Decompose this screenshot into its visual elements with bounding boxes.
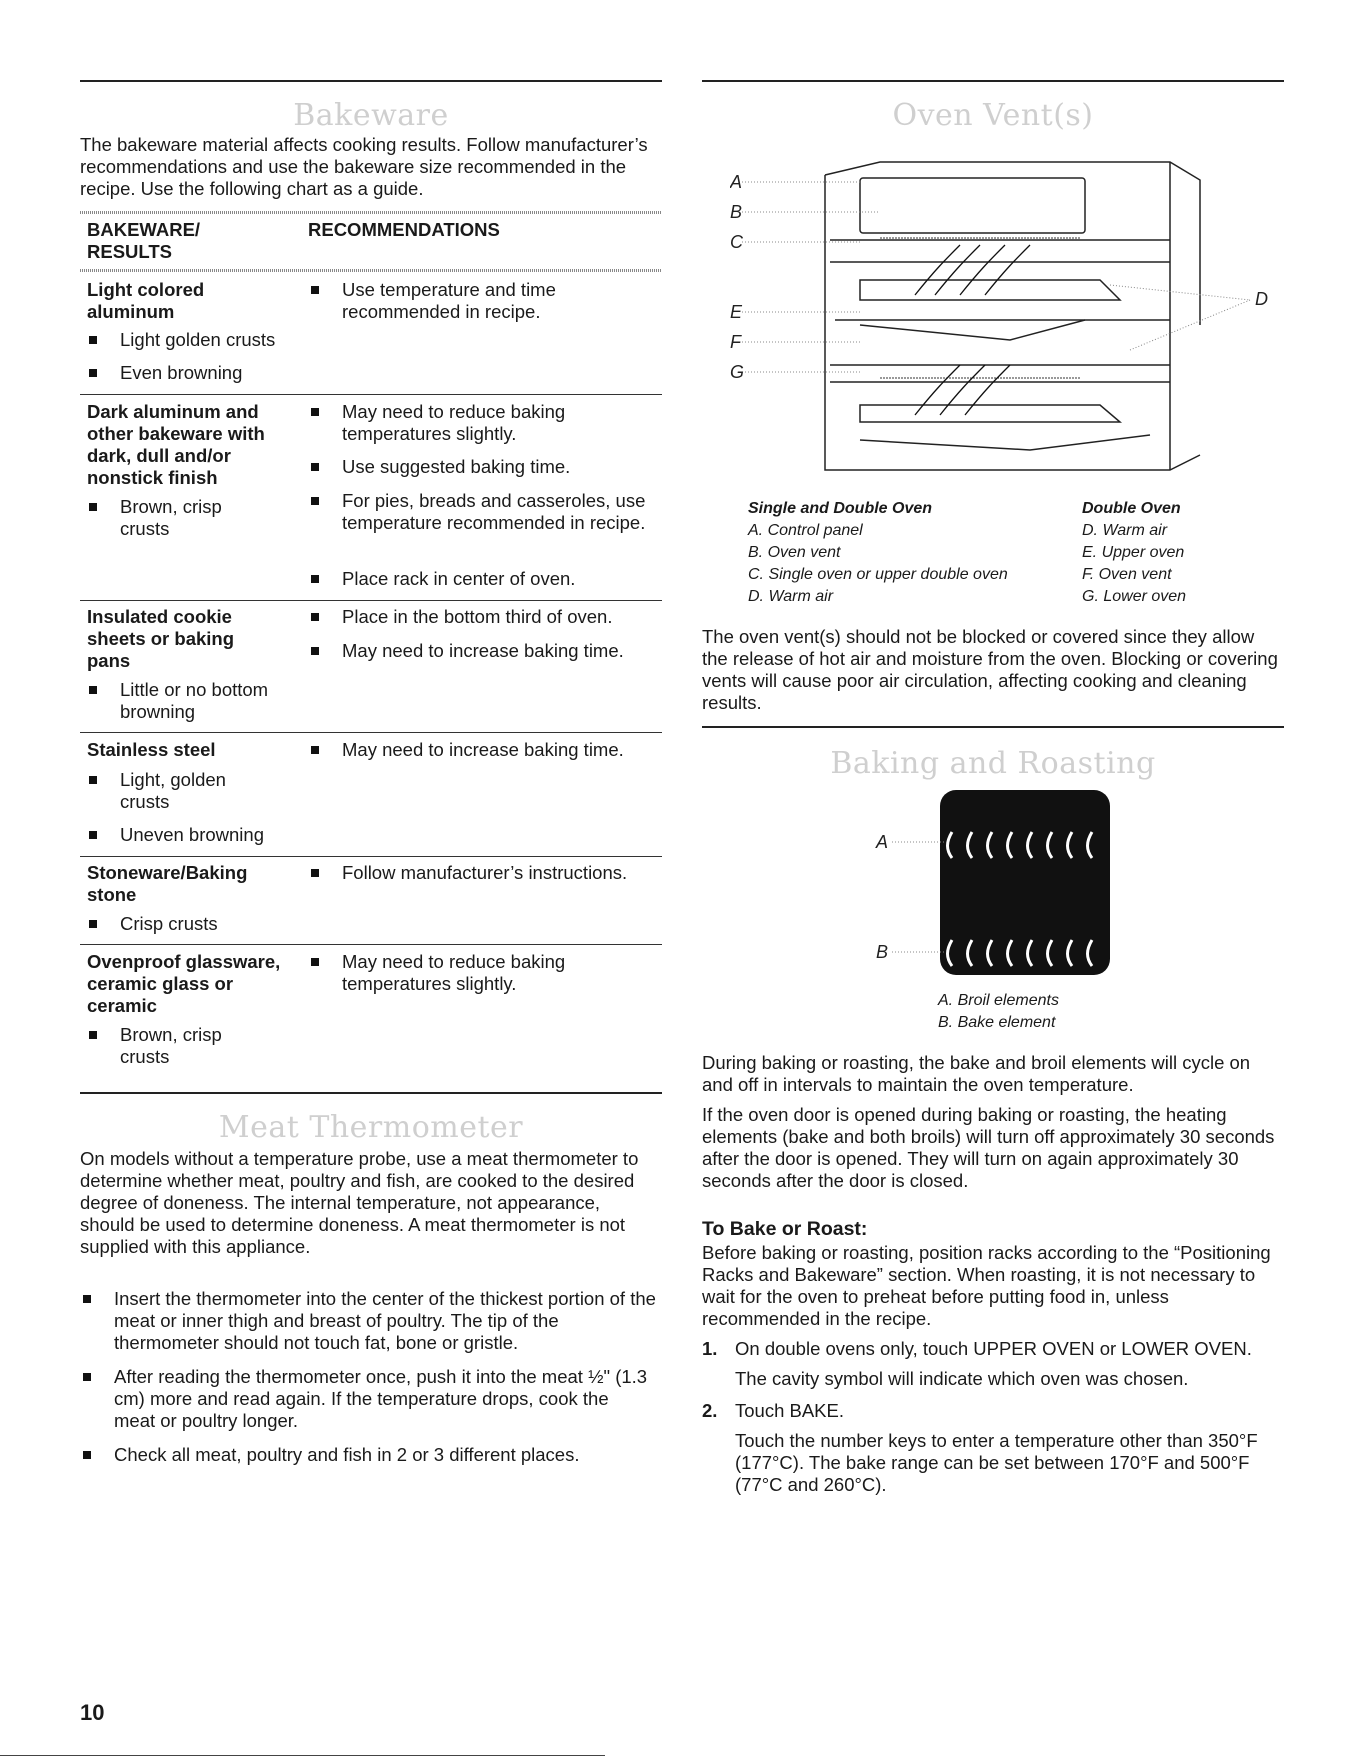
row-rec: May need to reduce baking temperatures slightly.: [342, 401, 592, 445]
caption-line: A. Broil elements: [938, 992, 1059, 1009]
row-rec: May need to reduce baking temperatures slightly.: [342, 951, 592, 995]
row-result: Brown, crisp crusts: [120, 1024, 230, 1068]
row-divider: [80, 732, 662, 733]
caption-line: G. Lower oven: [1082, 588, 1187, 605]
meat-bullet: Check all meat, poultry and fish in 2 or 3 different places.: [114, 1444, 664, 1466]
step-number: 2.: [702, 1400, 718, 1421]
row-result: Light golden crusts: [120, 329, 290, 351]
vent-label-e: E: [730, 302, 743, 322]
row-title-insulated: Insulated cookie sheets or baking pans: [87, 606, 235, 671]
element-label-b: B: [876, 942, 889, 962]
meat-bullet: After reading the thermometer once, push it into the meat ½" (1.3 cm) more and read again. If the temperature drops, cook the meat or poultry longer.: [114, 1366, 654, 1432]
bake-broil-diagram: [870, 790, 1120, 975]
row-result: Light, golden crusts: [120, 769, 240, 813]
caption-title: Double Oven: [1082, 500, 1181, 517]
vent-label-b: B: [730, 202, 743, 222]
vents-caption-right: [1082, 498, 1186, 608]
table-header-bottom-hatch: [80, 269, 662, 272]
bottom-rule: [0, 1755, 605, 1756]
step-number: 1.: [702, 1338, 718, 1359]
row-title-ovenproof: Ovenproof glassware, ceramic glass or ceramic: [87, 951, 281, 1016]
meat-rule: [80, 1092, 662, 1094]
step-subtext: The cavity symbol will indicate which oven was chosen.: [735, 1368, 1189, 1389]
vent-label-f: F: [730, 332, 741, 352]
caption-title: Single and Double Oven: [748, 500, 933, 517]
row-title-light-aluminum: Light colored aluminum: [87, 279, 205, 322]
caption-line: D. Warm air: [1082, 522, 1168, 539]
bake-caption: [938, 990, 1059, 1034]
baking-heading: Baking and Roasting: [830, 746, 1156, 781]
top-rule-right: [702, 80, 1284, 82]
caption-line: B. Oven vent: [748, 544, 841, 561]
row-rec: For pies, breads and casseroles, use temperature recommended in recipe.: [342, 490, 652, 534]
vent-label-g: G: [730, 362, 745, 382]
meat-heading: Meat Thermometer: [218, 1110, 524, 1145]
row-rec: Follow manufacturer’s instructions.: [342, 862, 662, 884]
meat-bullet: Insert the thermometer into the center of the thickest portion of the meat or inner thigh and breast of poultry. The tip of the thermometer should not touch fat, bone or gristle.: [114, 1288, 664, 1354]
row-rec: Use temperature and time recommended in recipe.: [342, 279, 592, 323]
row-rec: May need to increase baking time.: [342, 739, 662, 761]
vents-heading: Oven Vent(s): [892, 98, 1094, 133]
bake-roast-subhead: To Bake or Roast:: [702, 1218, 868, 1240]
row-title-stainless: Stainless steel: [87, 739, 216, 760]
table-header-top-hatch: [80, 211, 662, 214]
baking-para-3: Before baking or roasting, position racks according to the “Positioning Racks and Bakeware” section. When roasting, it is not necessary to wait for the oven to preheat before putting food in, unless recommended in the recipe.: [702, 1242, 1271, 1329]
caption-line: D. Warm air: [748, 588, 834, 605]
vent-label-c: C: [730, 232, 743, 252]
baking-para-1: During baking or roasting, the bake and broil elements will cycle on and off in intervals to maintain the oven temperature.: [702, 1052, 1251, 1095]
row-divider: [80, 600, 662, 601]
row-rec: Place rack in center of oven.: [342, 568, 652, 590]
vents-caption-left: [748, 498, 1008, 608]
page-number: 10: [80, 1700, 105, 1725]
row-divider: [80, 394, 662, 395]
vent-label-a: A: [730, 172, 743, 192]
caption-line: F. Oven vent: [1082, 566, 1172, 583]
vents-text: The oven vent(s) should not be blocked or covered since they allow the release of hot air and moisture from the oven. Blocking or covering vents will cause poor air circulation, affecting cooking and cleaning results.: [702, 626, 1278, 713]
row-divider: [80, 944, 662, 945]
row-result: Brown, crisp crusts: [120, 496, 230, 540]
baking-rule: [702, 726, 1284, 728]
row-rec: May need to increase baking time.: [342, 640, 662, 662]
row-result: Uneven browning: [120, 824, 290, 846]
row-result: Even browning: [120, 362, 290, 384]
meat-intro: On models without a temperature probe, use a meat thermometer to determine whether meat, poultry and fish, are cooked to the desired degree of doneness. The internal temperature, not appearance, should be used to determine doneness. A meat thermometer is not supplied with this appliance.: [80, 1148, 639, 1257]
row-divider: [80, 856, 662, 857]
caption-line: B. Bake element: [938, 1014, 1056, 1031]
step-text: On double ovens only, touch UPPER OVEN or LOWER OVEN.: [735, 1338, 1252, 1359]
row-result: Crisp crusts: [120, 913, 290, 935]
step-text: Touch BAKE.: [735, 1400, 845, 1421]
bakeware-heading: Bakeware: [293, 98, 449, 133]
row-title-stoneware: Stoneware/Baking stone: [87, 862, 248, 905]
row-rec: Use suggested baking time.: [342, 456, 602, 478]
top-rule-left: [80, 80, 662, 82]
caption-line: E. Upper oven: [1082, 544, 1185, 561]
baking-para-2: If the oven door is opened during baking or roasting, the heating elements (bake and both broils) will turn off approximately 30 seconds after the door is opened. They will turn on again approximately 30 seconds after the door is closed.: [702, 1104, 1275, 1191]
element-label-a: A: [876, 832, 889, 852]
row-rec: Place in the bottom third of oven.: [342, 606, 662, 628]
vent-label-d: D: [1255, 289, 1268, 309]
col-bakeware-header: BAKEWARE/ RESULTS: [87, 219, 201, 262]
row-result: Little or no bottom browning: [120, 679, 290, 723]
step-subtext: Touch the number keys to enter a temperature other than 350°F (177°C). The bake range can be set between 170°F and 500°F (77°C and 260°C).: [735, 1430, 1258, 1495]
col-recommendations-header: RECOMMENDATIONS: [308, 219, 500, 240]
row-title-dark-aluminum: Dark aluminum and other bakeware with dark, dull and/or nonstick finish: [87, 401, 265, 488]
oven-vents-diagram: [730, 150, 1270, 480]
bakeware-intro: The bakeware material affects cooking results. Follow manufacturer’s recommendations and use the bakeware size recommended in the recipe. Use the following chart as a guide.: [80, 134, 648, 199]
caption-line: A. Control panel: [748, 522, 863, 539]
caption-line: C. Single oven or upper double oven: [748, 566, 1008, 583]
